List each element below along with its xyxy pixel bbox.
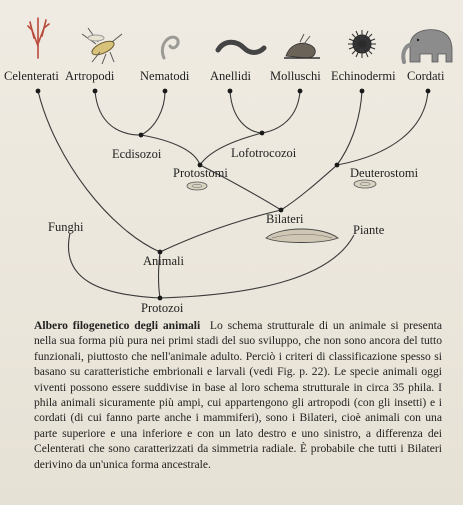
insect-icon — [82, 28, 122, 64]
label-lofotrocozoi: Lofotrocozoi — [231, 146, 297, 160]
label-nematodi: Nematodi — [140, 69, 190, 83]
coral-icon — [28, 18, 49, 58]
label-echinodermi: Echinodermi — [331, 69, 396, 83]
label-celenterati: Celenterati — [4, 69, 59, 83]
elephant-icon — [403, 30, 452, 62]
label-animali: Animali — [143, 254, 184, 268]
caption-body: Lo schema strutturale di un animale si presenta nella sua forma più pura nei primi stadi del suo sviluppo, che non sono ancora del tutto funzionali, piuttosto che nell'animale adulto. Perciò i criteri di classificazione spesso si basano su caratteristiche embrionali e larvali (vedi Fig. p. 22). Le specie animali oggi viventi possono essere suddivise in base al loro schema strutturale in circa 35 phila. I phila animali sicuramente più ampi, cui appartengono gli artropodi (con gli insetti) e i cordati (di cui fanno parte anche i mammiferi), sono i Bilateri, cioè animali con una parte superiore e una inferiore e con un lato destro e uno sinistro, a differenza dei Celenterati che sono caratterizzati da simmetria radiale. È probabile che tutti i Bilateri derivino da un'unica forma ancestrale. — [34, 319, 442, 471]
figure-caption — [34, 318, 442, 472]
label-ecdisozoi: Ecdisozoi — [112, 147, 162, 161]
label-bilateri: Bilateri — [266, 212, 304, 226]
label-molluschi: Molluschi — [270, 69, 321, 83]
label-piante: Piante — [353, 223, 385, 237]
label-artropodi: Artropodi — [65, 69, 115, 83]
nematode-icon — [162, 37, 178, 58]
tree-branches — [38, 91, 428, 298]
sea-urchin-icon — [348, 30, 376, 58]
worm-icon — [218, 42, 264, 52]
label-cordati: Cordati — [407, 69, 445, 83]
snail-icon — [284, 34, 320, 58]
label-protostomi: Protostomi — [173, 166, 228, 180]
label-funghi: Funghi — [48, 220, 84, 234]
label-anellidi: Anellidi — [210, 69, 251, 83]
caption-title: Albero filogenetico degli animali — [34, 319, 201, 332]
label-protozoi: Protozoi — [141, 301, 184, 315]
bilateral-embryo-icon — [266, 229, 338, 243]
tree-nodes — [36, 89, 431, 301]
label-deuterostomi: Deuterostomi — [350, 166, 419, 180]
deuterostome-larva-icon — [354, 180, 376, 188]
protostome-larva-icon — [187, 182, 207, 190]
